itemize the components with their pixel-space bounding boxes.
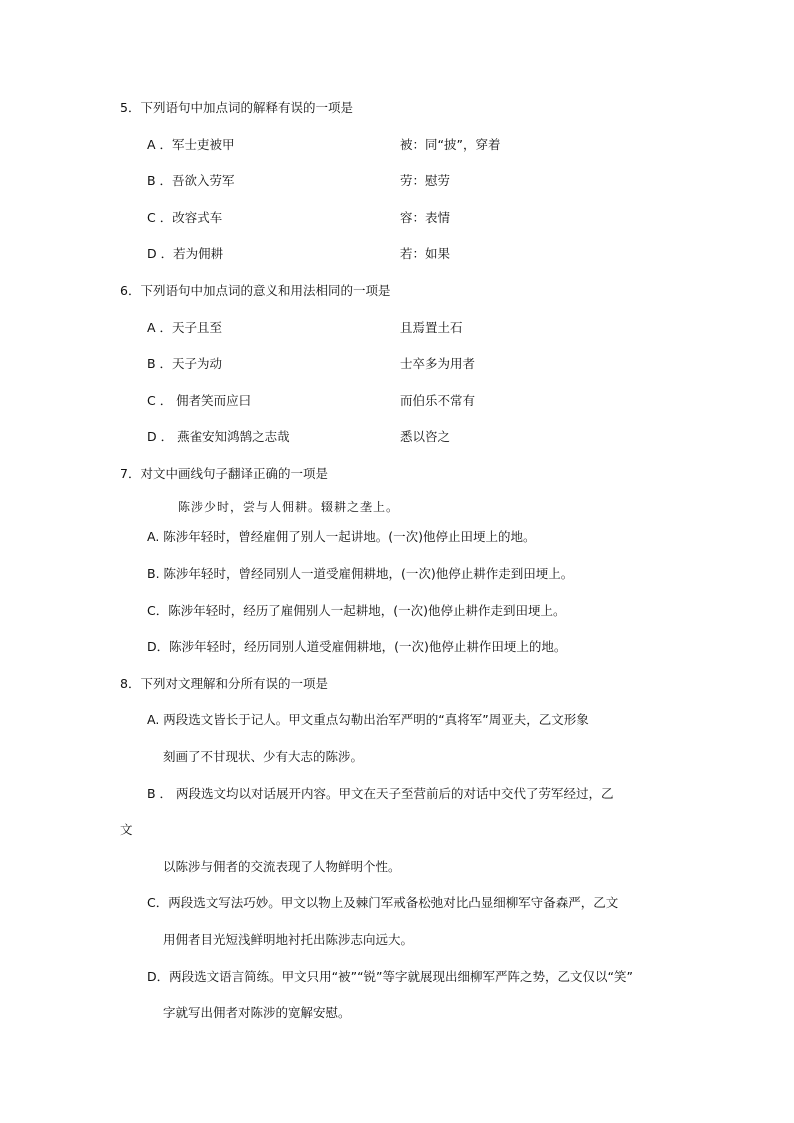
question-7-stem: 7．对文中画线句子翻译正确的一项是 (120, 466, 328, 481)
q5-option-d: D ．若为佣耕 (147, 246, 224, 261)
question-5-stem: 5．下列语句中加点词的解释有误的一项是 (120, 100, 353, 115)
q6-option-b: B ．天子为动 (147, 356, 223, 371)
q5-option-a: A ．军士吏被甲 (147, 137, 235, 152)
q5-option-a-explanation: 被：同“披”，穿着 (400, 137, 501, 152)
q8-option-c-line1: C．两段选文写法巧妙。甲文以物上及棘门军戒备松弛对比凸显细柳军守备森严，乙文 (147, 895, 619, 910)
q6-option-d: D ． 燕雀安知鸿鹄之志哉 (147, 429, 290, 444)
question-8-stem: 8．下列对文理解和分所有误的一项是 (120, 676, 328, 691)
q8-option-a-line2: 刻画了不甘现状、少有大志的陈涉。 (163, 749, 364, 764)
q8-option-b-line3: 以陈涉与佣者的交流表现了人物鲜明个性。 (163, 859, 401, 874)
q6-option-a: A ．天子且至 (147, 320, 223, 335)
q5-option-c: C ．改容式车 (147, 210, 223, 225)
question-6-stem: 6．下列语句中加点词的意义和用法相同的一项是 (120, 283, 391, 298)
q5-option-c-explanation: 容：表情 (400, 210, 451, 225)
q8-option-a-line1: A. 两段选文皆长于记人。甲文重点勾勒出治军严明的“真将军”周亚夫，乙文形象 (147, 712, 589, 727)
q8-option-d-line2: 字就写出佣者对陈涉的宽解安慰。 (163, 1005, 351, 1020)
q6-option-b-compare: 士卒多为用者 (400, 356, 476, 371)
q6-option-c-compare: 而伯乐不常有 (400, 393, 476, 408)
q7-option-d: D．陈涉年轻时，经历同别人道受雇佣耕地，(一次)他停止耕作田埂上的地。 (147, 639, 567, 654)
q6-option-c: C ． 佣者笑而应曰 (147, 393, 252, 408)
q7-option-b: B. 陈涉年轻时，曾经同别人一道受雇佣耕地，(一次)他停止耕作走到田埂上。 (147, 566, 574, 581)
q8-option-b-line1: B ． 两段选文均以对话展开内容。甲文在天子至营前后的对话中交代了劳军经过，乙 (147, 786, 614, 801)
q5-option-d-explanation: 若：如果 (400, 246, 451, 261)
q5-option-b-explanation: 劳：慰劳 (400, 173, 451, 188)
q8-option-d-line1: D．两段选文语言简练。甲文只用“被”“锐”等字就展现出细柳军严阵之势，乙文仅以“笑” (147, 969, 633, 984)
q8-option-b-line2: 文 (120, 822, 133, 837)
q7-option-c: C．陈涉年轻时，经历了雇佣别人一起耕地，(一次)他停止耕作走到田埂上。 (147, 603, 566, 618)
q6-option-d-compare: 悉以咨之 (400, 429, 451, 444)
q8-option-c-line2: 用佣者目光短浅鲜明地衬托出陈涉志向远大。 (163, 932, 414, 947)
q5-option-b: B ．吾欲入劳军 (147, 173, 235, 188)
q6-option-a-compare: 且焉置土石 (400, 320, 463, 335)
q7-option-a: A. 陈涉年轻时，曾经雇佣了别人一起讲地。(一次)他停止田埂上的地。 (147, 529, 536, 544)
q7-quoted-sentence: 陈涉少时，尝与人佣耕。辍耕之垄上。 (178, 500, 400, 514)
